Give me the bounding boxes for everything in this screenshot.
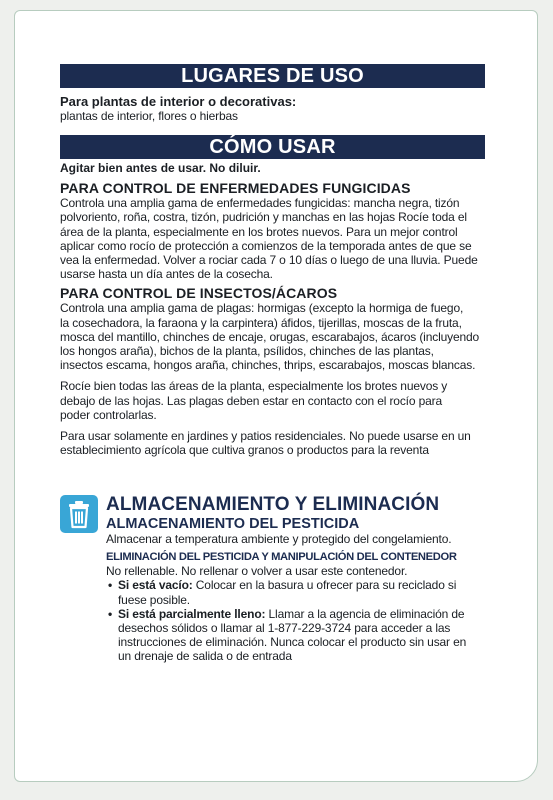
insectos-heading: PARA CONTROL DE INSECTOS/ÁCAROS: [60, 285, 338, 302]
bullet-label: Si está vacío:: [118, 578, 193, 593]
residential-text: [60, 429, 485, 457]
lugares-text: plantas de interior, flores o hierbas: [60, 109, 238, 123]
bullet-dot: •: [108, 578, 113, 593]
insectos-line: mosca del mantillo, chinches de encaje, orugas, escarabajos, ácaros (incluyendo: [60, 329, 480, 344]
bullet-text: fuese posible.: [118, 592, 190, 607]
storage-disposal-section: [60, 495, 500, 664]
bullet-text: desechos sólidos o llamar al 1-877-229-3724 para acceder a las: [118, 621, 451, 636]
bullet-dot: •: [108, 606, 113, 621]
bullet-text: Colocar en la basura u ofrecer para su reciclado si: [192, 578, 457, 593]
fungicidas-text: [60, 196, 485, 281]
residential-line: establecimiento agrícola que cultiva granos o productos para la reventa: [60, 443, 429, 458]
fungicidas-line: aplicar como rocío de protección a comienzos de la temporada antes de que se: [60, 238, 472, 253]
lugares-de-uso-heading: LUGARES DE USO: [60, 64, 485, 88]
insectos-text: [60, 301, 485, 372]
lugares-lead: Para plantas de interior o decorativas:: [60, 94, 297, 109]
fungicidas-heading: PARA CONTROL DE ENFERMEDADES FUNGICIDAS: [60, 180, 411, 197]
trash-can-icon: [60, 495, 98, 533]
fungicidas-line: Controla una amplia gama de enfermedades fungicidas: mancha negra, tizón: [60, 196, 460, 211]
como-usar-heading: CÓMO USAR: [60, 135, 485, 159]
bullet-label: Si está parcialmente lleno:: [118, 606, 266, 621]
residential-line: Para usar solamente en jardines y patios residenciales. No puede usarse en un: [60, 429, 471, 444]
eliminacion-bullets: [106, 578, 500, 663]
bullet-text: Llamar a la agencia de eliminación de: [265, 606, 465, 621]
fungicidas-line: usarse hasta un día antes de la cosecha.: [60, 267, 273, 282]
almacenamiento-text: Almacenar a temperatura ambiente y protegido del congelamiento.: [106, 532, 452, 546]
almacenamiento-pesticida-heading: ALMACENAMIENTO DEL PESTICIDA: [106, 516, 360, 532]
rocie-line: poder controlarlas.: [60, 407, 157, 422]
fungicidas-line: polvoriento, roña, costra, tizón, pudrición y manchas en las hojas Rocíe toda el: [60, 210, 467, 225]
bullet-text: instrucciones de eliminación. Nunca colocar el producto sin usar en: [118, 635, 467, 650]
rocie-line: Rocíe bien todas las áreas de la planta, especialmente los brotes nuevos y: [60, 379, 448, 394]
eliminacion-text: No rellenable. No rellenar o volver a usar este contenedor.: [106, 564, 408, 579]
usage-content: [60, 64, 485, 457]
fungicidas-line: área de la planta, especialmente en los brotes nuevos. Para un mejor control: [60, 224, 458, 239]
insectos-line: Controla una amplia gama de plagas: hormigas (excepto la hormiga de fuego,: [60, 301, 464, 316]
eliminacion-heading: ELIMINACIÓN DEL PESTICIDA Y MANIPULACIÓN DEL CONTENEDOR: [106, 551, 457, 564]
insectos-line: la cosechadora, la faraona y la carpintera) áfidos, tijerillas, moscas de la fruta,: [60, 315, 462, 330]
rocie-line: debajo de las hojas. Las plagas deben estar en contacto con el rocío para: [60, 393, 442, 408]
como-usar-lead: Agitar bien antes de usar. No diluir.: [60, 161, 261, 176]
list-item: [106, 607, 500, 664]
insectos-line: los hongos araña), bichos de la planta, psílidos, chinches de las plantas,: [60, 344, 434, 359]
bullet-text: un drenaje de salida o de entrada: [118, 649, 292, 664]
list-item: [106, 578, 500, 606]
rocie-text: [60, 379, 485, 422]
insectos-line: insectos escama, hongos araña, chinches, thrips, escarabajos, moscas blancas.: [60, 358, 476, 373]
almacenamiento-heading: ALMACENAMIENTO Y ELIMINACIÓN: [106, 494, 440, 515]
storage-body: [106, 495, 500, 664]
fungicidas-line: vea la enfermedad. Volver a rociar cada 7 o 10 días o luego de una lluvia. Puede: [60, 253, 478, 268]
